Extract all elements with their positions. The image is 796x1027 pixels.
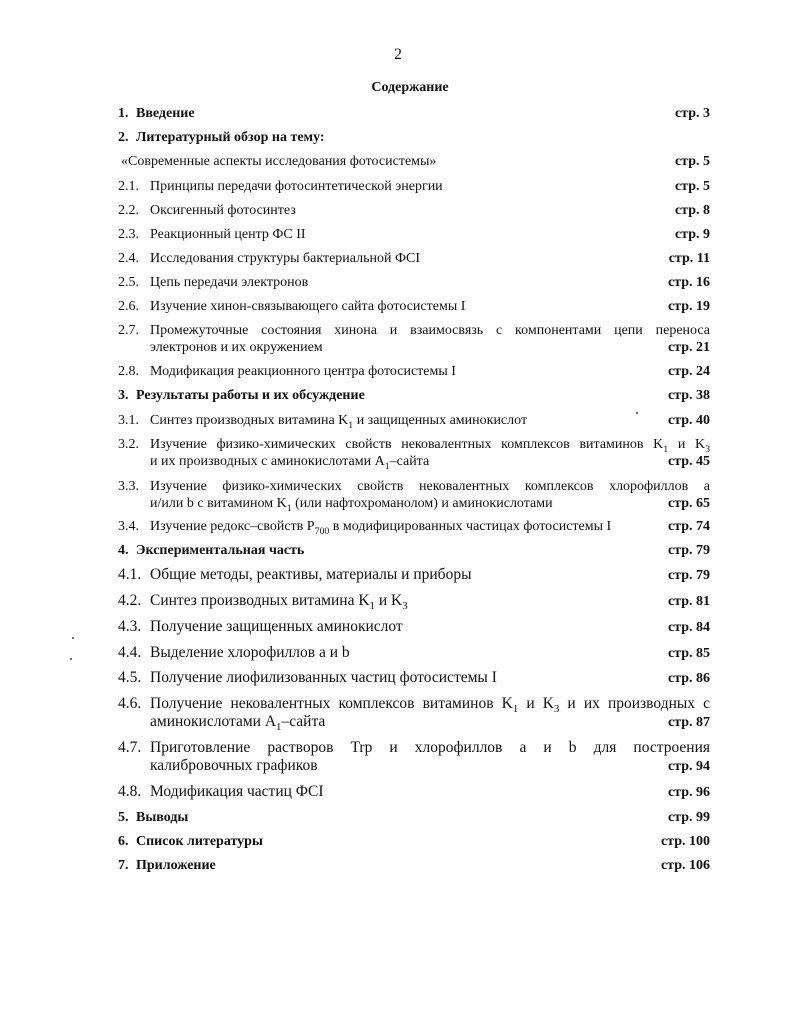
entry-title: Результаты работы и их обсуждение — [136, 388, 365, 403]
entry-number: 2.7. — [118, 323, 139, 338]
entry-page: стр. 86 — [667, 671, 710, 686]
entry-title: Модификация частиц ФСI — [150, 783, 324, 800]
entry-number: 2.1. — [118, 179, 139, 194]
entry-title-line2: и/или b с витамином $K_1$ (или нафтохроманолом) и аминокислотами — [150, 496, 553, 512]
entry-number: 4.8. — [118, 783, 142, 800]
entry-title-line1: Изучение физико-химических свойств нековалентных комплексов хлорофиллов a — [150, 479, 710, 494]
toc-title: Содержание — [371, 80, 449, 95]
entry-page: стр. 9 — [674, 227, 710, 242]
entry-page: стр. 65 — [667, 496, 710, 511]
toc-entry-4-4 — [118, 644, 710, 663]
entry-page: стр. 106 — [660, 858, 710, 873]
toc-entry-3 — [118, 387, 710, 404]
entry-number: 2. — [118, 130, 129, 145]
toc-entry-1 — [118, 105, 710, 122]
entry-title: Синтез производных витамина $K_1$ и $K_3$ — [150, 592, 408, 610]
entry-number: 4.1. — [118, 566, 142, 583]
entry-title-line2: калибровочных графиков — [150, 757, 318, 774]
entry-title: Выводы — [136, 810, 189, 825]
entry-number: 3.4. — [118, 519, 139, 534]
toc-entry-3-3 — [118, 478, 710, 512]
page-number: 2 — [394, 46, 402, 63]
entry-page: стр. 16 — [667, 275, 710, 290]
toc-entry-2-subtitle — [118, 153, 710, 170]
toc-entry-4-1 — [118, 566, 710, 585]
entry-page: стр. 100 — [660, 834, 710, 849]
entry-number: 7. — [118, 858, 129, 873]
entry-title: «Современные аспекты исследования фотосистемы» — [121, 154, 437, 169]
toc-entry-7 — [118, 857, 710, 874]
entry-title: Выделение хлорофиллов a и b — [150, 644, 350, 661]
entry-number: 4.4. — [118, 644, 142, 661]
entry-page: стр. 5 — [674, 179, 710, 194]
toc-entry-3-2 — [118, 436, 710, 470]
entry-number: 3. — [118, 388, 129, 403]
scan-speck — [70, 658, 72, 660]
entry-page: стр. 38 — [667, 388, 710, 403]
toc-entry-3-1 — [118, 412, 710, 429]
entry-title: Принципы передачи фотосинтетической энергии — [150, 179, 443, 194]
toc-entry-2 — [118, 129, 710, 146]
entry-title: Получение защищенных аминокислот — [150, 618, 403, 635]
entry-title: Оксигенный фотосинтез — [150, 203, 296, 218]
toc-entry-4-3 — [118, 618, 710, 637]
entry-page: стр. 81 — [667, 594, 710, 609]
entry-page: стр. 96 — [667, 785, 710, 800]
entry-title: Цепь передачи электронов — [150, 275, 309, 290]
entry-title-line1: Изучение физико-химических свойств нековалентных комплексов витаминов $K_1$ и $K_3$ — [150, 437, 710, 455]
toc-entry-4-7 — [118, 739, 710, 776]
entry-title: Получение лиофилизованных частиц фотосистемы I — [150, 669, 497, 686]
entry-title: Синтез производных витамина $K_1$ и защищенных аминокислот — [150, 413, 528, 429]
entry-number: 2.5. — [118, 275, 139, 290]
entry-title: Экспериментальная часть — [136, 543, 305, 558]
toc-entry-2-3 — [118, 226, 710, 243]
entry-page: стр. 45 — [667, 454, 710, 469]
entry-page: стр. 24 — [667, 364, 710, 379]
entry-title-line2: аминокислотами $A_1$–сайта — [150, 713, 326, 731]
toc-entry-2-7 — [118, 322, 710, 356]
toc-entry-4-6 — [118, 695, 710, 732]
entry-page: стр. 79 — [667, 568, 710, 583]
entry-number: 6. — [118, 834, 129, 849]
entry-title-line1: Приготовление растворов Trp и хлорофиллов a и b для построения — [150, 739, 710, 756]
entry-title: Реакционный центр ФС II — [150, 227, 306, 242]
entry-title: Общие методы, реактивы, материалы и приборы — [150, 566, 472, 583]
entry-page: стр. 79 — [667, 543, 710, 558]
entry-number: 4.6. — [118, 695, 142, 712]
toc-entry-4-2 — [118, 592, 710, 611]
entry-title: Модификация реакционного центра фотосистемы I — [150, 364, 456, 379]
toc-entry-2-2 — [118, 202, 710, 219]
entry-page: стр. 40 — [667, 413, 710, 428]
entry-title-line2: электронов и их окружением — [150, 340, 323, 355]
entry-page: стр. 99 — [667, 810, 710, 825]
entry-number: 5. — [118, 810, 129, 825]
scan-speck — [636, 412, 638, 414]
entry-number: 3.3. — [118, 479, 139, 494]
entry-number: 3.1. — [118, 413, 139, 428]
entry-title: Изучение хинон-связывающего сайта фотосистемы I — [150, 299, 466, 314]
entry-page: стр. 19 — [667, 299, 710, 314]
entry-page: стр. 84 — [667, 620, 710, 635]
entry-number: 2.4. — [118, 251, 139, 266]
toc-entry-2-6 — [118, 298, 710, 315]
entry-page: стр. 3 — [674, 106, 710, 121]
entry-page: стр. 21 — [667, 340, 710, 355]
entry-number: 1. — [118, 106, 129, 121]
entry-number: 2.3. — [118, 227, 139, 242]
entry-number: 3.2. — [118, 437, 139, 452]
toc-entry-2-5 — [118, 274, 710, 291]
toc-entry-6 — [118, 833, 710, 850]
entry-number: 4.2. — [118, 592, 142, 609]
toc-entry-2-1 — [118, 178, 710, 195]
entry-number: 4.3. — [118, 618, 142, 635]
toc-entry-4 — [118, 542, 710, 559]
entry-page: стр. 8 — [674, 203, 710, 218]
entry-page: стр. 94 — [667, 759, 710, 774]
entry-number: 4.5. — [118, 669, 142, 686]
toc-entry-2-4 — [118, 250, 710, 267]
entry-number: 2.6. — [118, 299, 139, 314]
entry-page: стр. 87 — [667, 715, 710, 730]
entry-number: 4.7. — [118, 739, 142, 756]
entry-number: 2.2. — [118, 203, 139, 218]
entry-title: Литературный обзор на тему: — [136, 130, 325, 145]
entry-title-line1: Получение нековалентных комплексов витаминов $K_1$ и $K_3$ и их производных с — [150, 695, 711, 716]
entry-title-line2: и их производных с аминокислотами $A_1$–сайта — [150, 454, 430, 470]
entry-page: стр. 11 — [668, 251, 710, 266]
toc-entry-4-5 — [118, 669, 710, 688]
toc-entry-5 — [118, 809, 710, 826]
entry-title: Введение — [136, 106, 195, 121]
entry-title: Изучение редокс–свойств $P_{700}$ в модифицированных частицах фотосистемы I — [150, 519, 612, 535]
entry-page: стр. 5 — [674, 154, 710, 169]
entry-page: стр. 74 — [667, 519, 710, 534]
entry-title-line1: Промежуточные состояния хинона и взаимосвязь с компонентами цепи переноса — [150, 323, 710, 338]
entry-number: 2.8. — [118, 364, 139, 379]
entry-title: Исследования структуры бактериальной ФСI — [150, 251, 421, 266]
toc-entry-4-8 — [118, 783, 710, 802]
entry-title: Список литературы — [136, 834, 263, 849]
entry-page: стр. 85 — [667, 646, 710, 661]
scan-speck — [72, 637, 74, 639]
toc-entry-2-8 — [118, 363, 710, 380]
entry-title: Приложение — [136, 858, 216, 873]
entry-number: 4. — [118, 543, 129, 558]
toc-entry-3-4 — [118, 518, 710, 535]
